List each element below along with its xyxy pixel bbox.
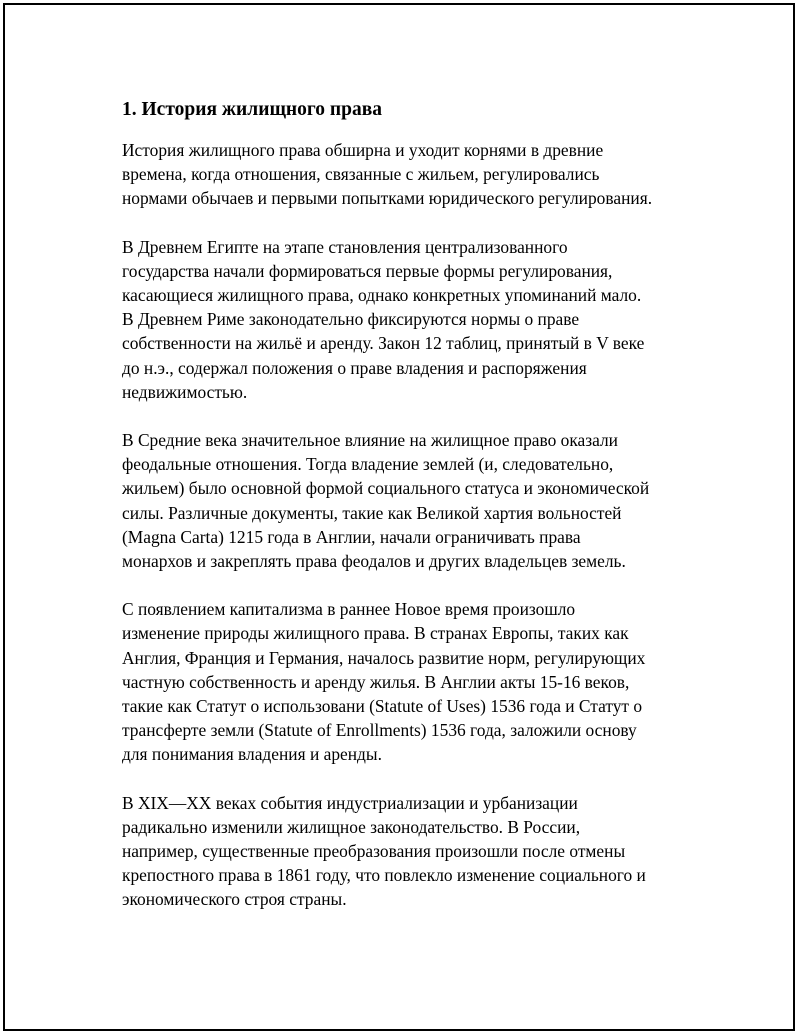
paragraph-line: Англия, Франция и Германия, началось развитие норм, регулирующих (122, 647, 646, 668)
document-body (122, 98, 762, 936)
paragraph-line: В Древнем Риме законодательно фиксируются нормы о праве (122, 309, 580, 330)
paragraph-line: В XIX—XX веках события индустриализации и урбанизации (122, 792, 578, 813)
paragraph-line: собственности на жильё и аренду. Закон 12 таблиц, принятый в V веке (122, 333, 645, 354)
paragraph-line: История жилищного права обширна и уходит корнями в древние (122, 140, 604, 160)
paragraph-ancient (122, 235, 762, 404)
paragraph-line: государства начали формироваться первые формы регулирования, (122, 260, 613, 281)
paragraph-line: силы. Различные документы, такие как Великой хартия вольностей (122, 502, 622, 523)
paragraph-line: частную собственность и аренду жилья. В Англии акты 15-16 веков, (122, 671, 630, 692)
paragraph-line: для понимания владения и аренды. (122, 744, 382, 765)
paragraph-line: нормами обычаев и первыми попытками юридического регулирования. (122, 188, 653, 209)
paragraph-line: до н.э., содержал положения о праве владения и распоряжения (122, 357, 587, 378)
paragraph-line: В Средние века значительное влияние на жилищное право оказали (122, 430, 618, 451)
paragraph-line: крепостного права в 1861 году, что повлекло изменение социального и (122, 865, 646, 886)
paragraph-line: радикально изменили жилищное законодательство. В России, (122, 816, 581, 837)
page-frame (3, 3, 795, 1031)
paragraph-line: трансферте земли (Statute of Enrollments) 1536 года, заложили основу (122, 720, 637, 741)
paragraph-line: например, существенные преобразования произошли после отмены (122, 841, 626, 862)
paragraph-line: В Древнем Египте на этапе становления централизованного (122, 236, 568, 257)
paragraph-line: такие как Статут о использовани (Statute of Uses) 1536 года и Статут о (122, 696, 643, 717)
paragraph-line: времена, когда отношения, связанные с жильем, регулировались (122, 164, 600, 185)
paragraph-line: жильем) было основной формой социального статуса и экономической (122, 478, 650, 499)
paragraph-modern (122, 791, 762, 912)
paragraph-line: экономического строя страны. (122, 889, 347, 910)
paragraph-line: изменение природы жилищного права. В странах Европы, таких как (122, 623, 629, 644)
paragraph-middle-ages (122, 428, 762, 573)
paragraph-line: недвижимостью. (122, 381, 248, 402)
paragraph-line: монархов и закреплять права феодалов и других владельцев земель. (122, 551, 626, 572)
paragraph-line: С появлением капитализма в раннее Новое время произошло (122, 599, 576, 620)
paragraph-line: (Magna Carta) 1215 года в Англии, начали ограничивать права (122, 526, 581, 547)
paragraph-line: касающиеся жилищного права, однако конкретных упоминаний мало. (122, 285, 642, 306)
section-heading: 1. История жилищного права (122, 99, 383, 120)
paragraph-intro (122, 138, 762, 211)
paragraph-capitalism (122, 597, 762, 766)
paragraph-line: феодальные отношения. Тогда владение землей (и, следовательно, (122, 454, 614, 475)
